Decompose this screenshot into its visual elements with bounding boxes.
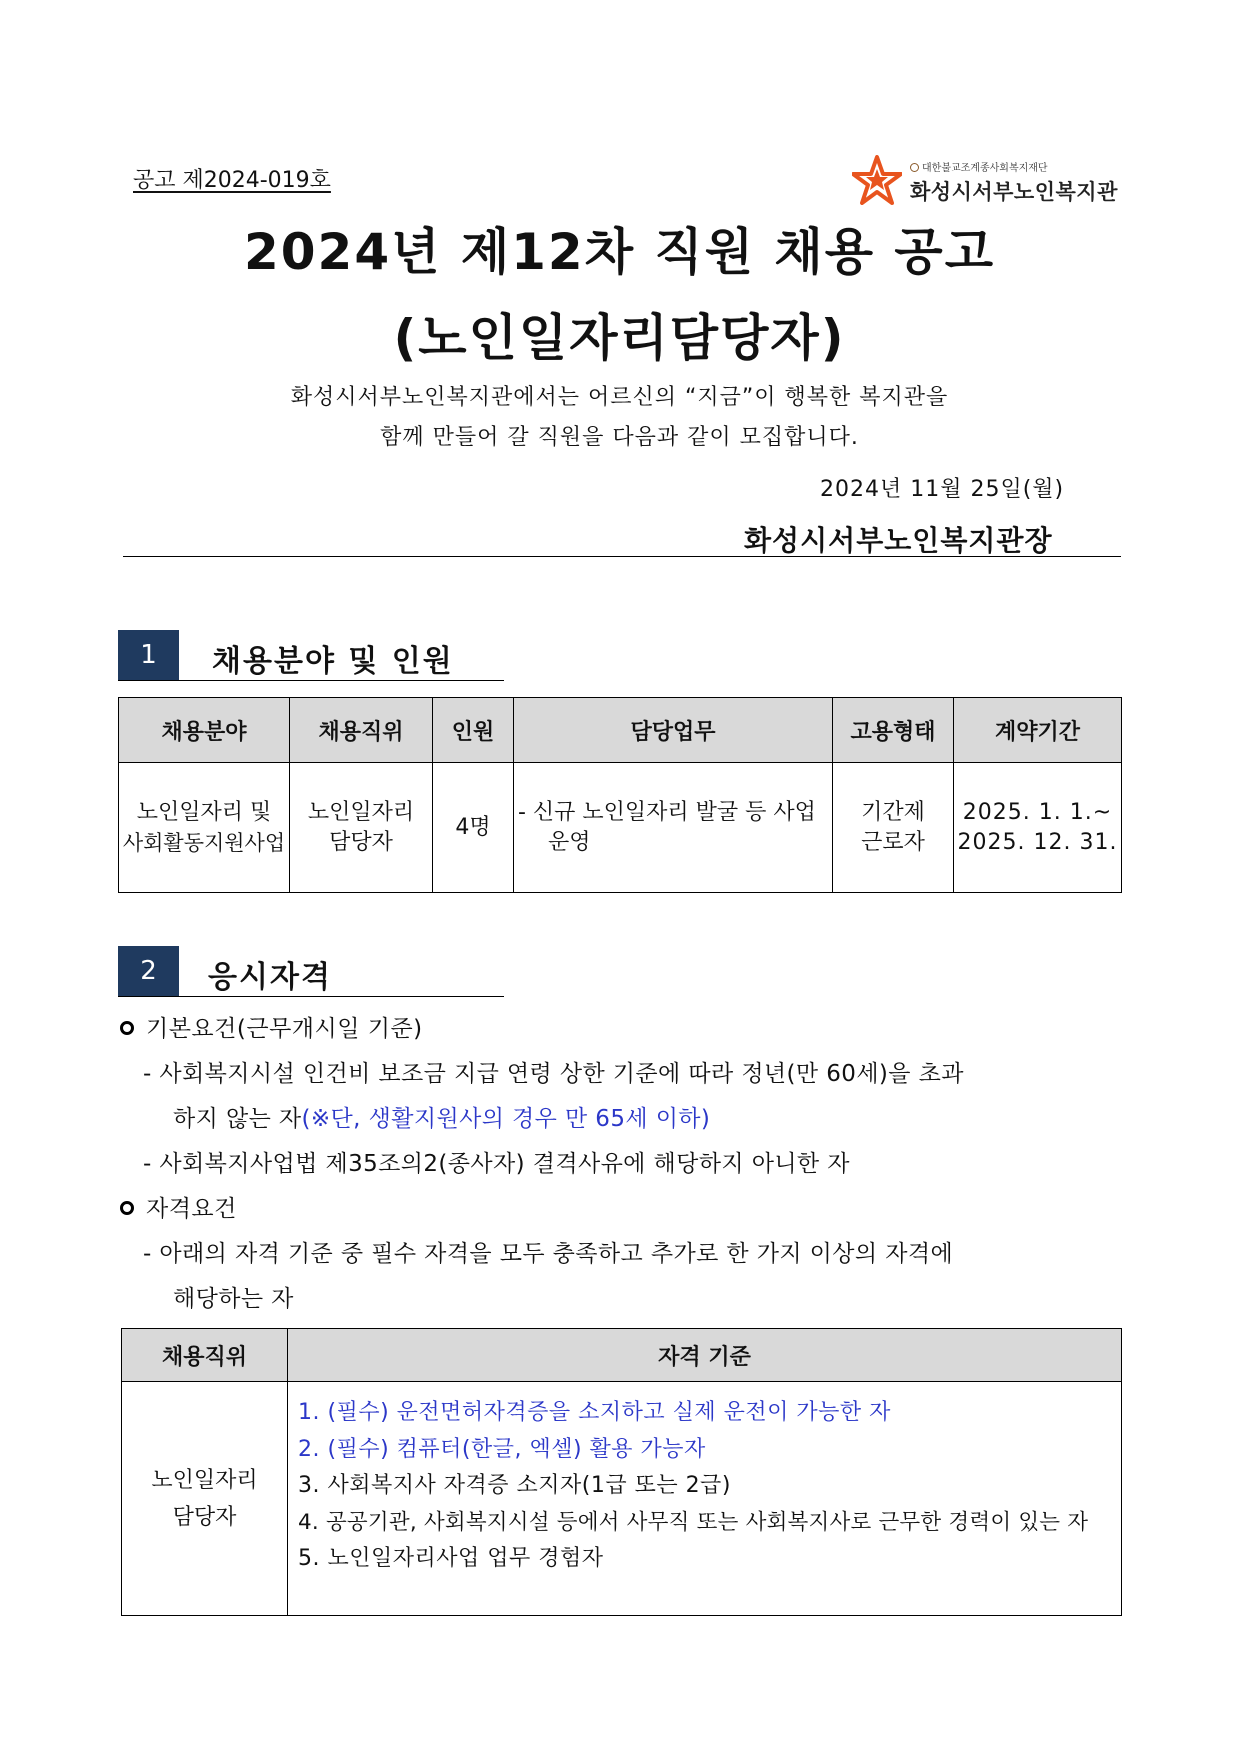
header-employment: 고용형태: [833, 698, 954, 763]
intro-line-2: 함께 만들어 갈 직원을 다음과 같이 모집합니다.: [380, 425, 859, 450]
section-1-underline: [118, 680, 504, 681]
cell-field: [119, 763, 290, 893]
header-field: 채용분야: [119, 698, 290, 763]
basic-item-2: - 사회복지사업법 제35조의2(종사자) 결격사유에 해당하지 아니한 자: [143, 1151, 850, 1177]
org-logo: [852, 155, 1124, 207]
qualification-item-line-1: - 아래의 자격 기준 중 필수 자격을 모두 충족하고 추가로 한 가지 이상의 자격에: [143, 1241, 954, 1267]
criteria-item: 3. 사회복지사 자격증 소지자(1급 또는 2급): [298, 1473, 731, 1498]
header-duty: 담당업무: [514, 698, 833, 763]
field-line-2: 사회활동지원사업: [122, 830, 286, 855]
signatory: 화성시서부노인복지관장: [744, 524, 1053, 557]
basic-item-1-line-1: - 사회복지시설 인건비 보조금 지급 연령 상한 기준에 따라 정년(만 60세)을 초과: [143, 1061, 964, 1087]
criteria-item: 2. (필수) 컴퓨터(한글, 엑셀) 활용 가능자: [298, 1436, 706, 1462]
cell-criteria: [288, 1382, 1122, 1616]
employment-line-1: 기간제: [861, 799, 925, 825]
table-header-row: [119, 698, 1122, 763]
position-line-1: 노인일자리: [151, 1467, 258, 1493]
criteria-item: 1. (필수) 운전면허자격증을 소지하고 실제 운전이 가능한 자: [298, 1400, 891, 1425]
basic-requirements-heading: [120, 1010, 423, 1043]
section-2-underline: [118, 996, 504, 997]
seal-icon: [910, 163, 919, 172]
page-subtitle: (노인일자리담당자): [393, 309, 846, 367]
basic-heading-text: 기본요건(근무개시일 기준): [146, 1016, 423, 1042]
header-criteria: 자격 기준: [288, 1329, 1122, 1382]
duty-line-2: 운영: [548, 829, 591, 855]
intro-line-1: 화성시서부노인복지관에서는 어르신의 “지금”이 행복한 복지관을: [290, 385, 949, 410]
criteria-item: 5. 노인일자리사업 업무 경험자: [298, 1546, 604, 1571]
duty-line-1: - 신규 노인일자리 발굴 등 사업: [518, 799, 816, 825]
qualification-heading-text: 자격요건: [146, 1196, 237, 1222]
cell-duty: [514, 763, 833, 893]
table-row: [119, 763, 1122, 893]
qualification-item-line-2: 해당하는 자: [173, 1286, 294, 1312]
header-position: 채용직위: [122, 1329, 288, 1382]
basic-item-1-text: 하지 않는 자: [173, 1106, 302, 1132]
qualification-heading: [120, 1190, 237, 1223]
period-line-1: 2025. 1. 1.~: [962, 799, 1113, 825]
table-row: [122, 1382, 1122, 1616]
header-divider: [123, 556, 1121, 557]
cell-employment: [833, 763, 954, 893]
cell-position: [290, 763, 433, 893]
circle-bullet-icon: [120, 1021, 134, 1035]
recruitment-table: [118, 697, 1122, 893]
section-1-number: 1: [118, 630, 179, 680]
section-2-number: 2: [118, 946, 179, 996]
section-2-title: 응시자격: [208, 960, 332, 995]
circle-bullet-icon: [120, 1201, 134, 1215]
employment-line-2: 근로자: [861, 829, 925, 855]
position-line-2: 담당자: [172, 1504, 237, 1530]
position-line-2: 담당자: [329, 829, 393, 855]
period-line-2: 2025. 12. 31.: [957, 829, 1118, 855]
header-headcount: 인원: [433, 698, 514, 763]
header-position: 채용직위: [290, 698, 433, 763]
cell-position: [122, 1382, 288, 1616]
notice-number: 공고 제2024-019호: [133, 168, 331, 193]
notice-date: 2024년 11월 25일(월): [820, 477, 1065, 502]
section-1-title: 채용분야 및 인원: [212, 644, 454, 679]
basic-item-1-line-2: [173, 1100, 710, 1133]
qualification-table: [121, 1328, 1122, 1616]
star-logo-icon: [852, 155, 902, 205]
cell-headcount: 4명: [433, 763, 514, 893]
age-exception-note: (※단, 생활지원사의 경우 만 65세 이하): [301, 1106, 711, 1132]
field-line-1: 노인일자리 및: [136, 799, 272, 825]
cell-period: [954, 763, 1122, 893]
org-name: 화성시서부노인복지관: [910, 180, 1118, 204]
table-header-row: [122, 1329, 1122, 1382]
criteria-item: 4. 공공기관, 사회복지시설 등에서 사무직 또는 사회복지사로 근무한 경력이 있는 자: [298, 1509, 1089, 1535]
header-period: 계약기간: [954, 698, 1122, 763]
page-title: 2024년 제12차 직원 채용 공고: [243, 223, 996, 281]
position-line-1: 노인일자리: [307, 799, 415, 825]
org-parent-name: 대한불교조계종사회복지재단: [922, 163, 1048, 174]
